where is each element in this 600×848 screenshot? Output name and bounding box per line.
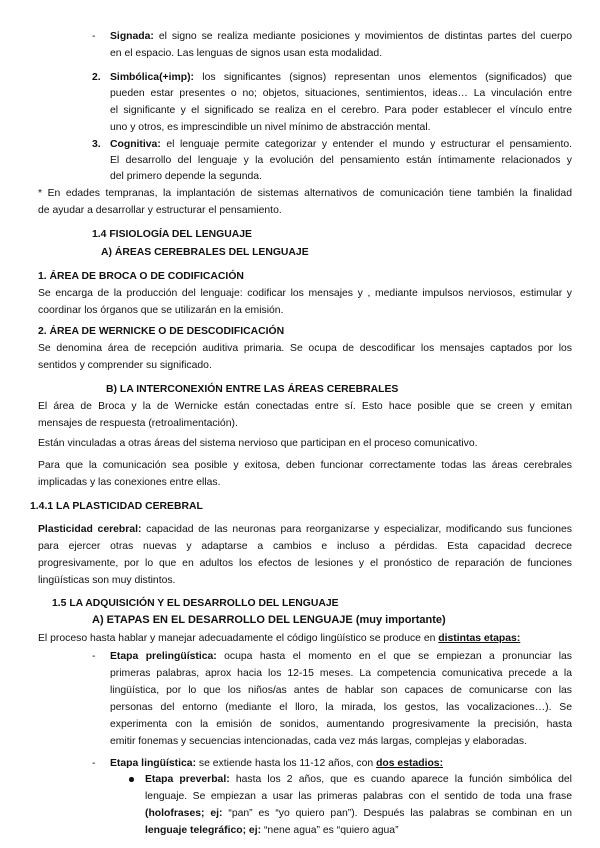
prelinguistica-line: personas del entorno (mediante el lloro, la mirada, los gestos, las vocalizaciones…). Se bbox=[110, 702, 572, 713]
interconexion-line: Están vinculadas a otras áreas del sistema nervioso que participan en el proceso comunicativo. bbox=[38, 438, 478, 449]
plasticidad-line: Plasticidad cerebral: capacidad de las neuronas para reorganizarse y especializar, modificando sus funciones bbox=[38, 524, 572, 535]
section-heading: 1.4 FISIOLOGÍA DEL LENGUAJE bbox=[92, 229, 252, 240]
prelinguistica-line: Etapa prelingüística: ocupa hasta el momento en el que se empiezan a pronunciar las bbox=[110, 651, 572, 662]
broca-line: Se encarga de la producción del lenguaje: codificar los mensajes y , mediante impulsos nerviosos, estimular y bbox=[38, 288, 572, 299]
term-prelinguistica: Etapa prelingüística: bbox=[110, 651, 217, 662]
list-number: 3. bbox=[92, 139, 101, 150]
term-plasticidad: Plasticidad cerebral: bbox=[38, 524, 142, 535]
list-number: 2. bbox=[92, 72, 101, 83]
prelinguistica-line: emitir fonemas y secuencias intencionadas, cada vez más largas, complejas y elaboradas. bbox=[110, 736, 527, 747]
plasticidad-line: para ejercer otras nuevas y adaptarse a cambios e incluso a pérdidas. Esta capacidad decrece bbox=[38, 541, 572, 552]
preverbal-line: lenguaje telegráfico; ej: “nene agua” es “quiero agua” bbox=[145, 825, 399, 836]
section-heading: 1.5 LA ADQUISICIÓN Y EL DESARROLLO DEL LENGUAJE bbox=[52, 598, 339, 609]
term-preverbal: Etapa preverbal: bbox=[145, 774, 230, 785]
bullet-icon bbox=[129, 777, 134, 782]
simbolica-line: uno y otros, es imprescindible un nivel mínimo de abstracción mental. bbox=[110, 122, 431, 133]
term-linguistica: Etapa lingüística: bbox=[110, 758, 197, 769]
list-marker: - bbox=[92, 651, 96, 662]
interconexion-line: El área de Broca y la de Wernicke están conectadas entre sí. Esto hace posible que se creen y emitan bbox=[38, 401, 572, 412]
interconexion-line: implicadas y las conexiones entre ellas. bbox=[38, 477, 221, 488]
prelinguistica-line: primeras palabras, aprox hacia los 12-15 meses. La competencia comunicativa precede a la bbox=[110, 668, 572, 679]
cognitiva-line: Cognitiva: el lenguaje permite categorizar y entender el mundo y estructurar el pensamiento. bbox=[110, 139, 572, 150]
term-signada: Signada: bbox=[110, 31, 154, 42]
etapas-intro: El proceso hasta hablar y manejar adecuadamente el código lingüístico se produce en distintas etapas: bbox=[38, 633, 521, 644]
simbolica-line: pueden estar presentes o no; objetos, situaciones, sentimientos, ideas… La vinculación entre bbox=[110, 88, 572, 99]
signada-line: en el espacio. Las lenguas de signos usan esta modalidad. bbox=[110, 48, 383, 59]
prelinguistica-line: experimenta con la emisión de sonidos, aumentando progresivamente la precisión, hasta bbox=[110, 719, 572, 730]
area-heading: 1. ÁREA DE BROCA O DE CODIFICACIÓN bbox=[38, 271, 244, 282]
plasticidad-line: progresivamente, por lo que en adultos los efectos de lesiones y el pronóstico de reparación de funciones bbox=[38, 558, 572, 569]
note-line: * En edades tempranas, la implantación de sistemas alternativos de comunicación tiene también la finalidad bbox=[38, 188, 572, 199]
simbolica-line: Simbólica(+imp): los significantes (signos) representan unos elementos (significados) que bbox=[110, 72, 572, 83]
prelinguistica-line: lingüística, por lo que los niños/as antes de hablar son capaces de comunicarse con las bbox=[110, 685, 572, 696]
preverbal-line: Etapa preverbal: hasta los 2 años, que es cuando aparece la función simbólica del bbox=[145, 774, 572, 785]
term-simbolica: Simbólica(+imp): bbox=[110, 72, 195, 83]
broca-line: coordinar los órganos que se utilizarán en la emisión. bbox=[38, 305, 284, 316]
plasticidad-line: lingüísticas son muy distintos. bbox=[38, 575, 176, 586]
cognitiva-line: del primero depende la segunda. bbox=[110, 171, 262, 182]
term-cognitiva: Cognitiva: bbox=[110, 139, 161, 150]
preverbal-line: (holofrases; ej: “pan” es “yo quiero pan”). Después las palabras se combinan en un bbox=[145, 808, 572, 819]
note-line: de ayudar a desarrollar y estructurar el pensamiento. bbox=[38, 205, 282, 216]
list-marker: - bbox=[92, 31, 96, 42]
subsection-heading: A) ETAPAS EN EL DESARROLLO DEL LENGUAJE (muy importante) bbox=[92, 614, 446, 626]
cognitiva-line: El desarrollo del lenguaje y la evolución del pensamiento están íntimamente relacionados y bbox=[110, 155, 572, 166]
etapas-underlined: distintas etapas: bbox=[438, 633, 521, 644]
subsection-heading: B) LA INTERCONEXIÓN ENTRE LAS ÁREAS CEREBRALES bbox=[106, 384, 399, 395]
preverbal-line: lenguaje. Se empiezan a usar las primeras palabras con el sentido de toda una frase bbox=[145, 791, 572, 802]
area-heading: 2. ÁREA DE WERNICKE O DE DESCODIFICACIÓN bbox=[38, 326, 285, 337]
signada-line: Signada: el signo se realiza mediante posiciones y movimientos de distintas partes del cuerpo bbox=[110, 31, 572, 42]
interconexion-line: mensajes de respuesta (retroalimentación). bbox=[38, 418, 238, 429]
subsection-heading: A) ÁREAS CEREBRALES DEL LENGUAJE bbox=[101, 247, 309, 258]
wernicke-line: sentidos y comprender su significado. bbox=[38, 360, 212, 371]
simbolica-line: el significante y el significado se realiza en el cerebro. Para poder establecer el vínculo entre bbox=[110, 105, 572, 116]
list-marker: - bbox=[92, 758, 96, 769]
interconexion-line: Para que la comunicación sea posible y exitosa, deben funcionar correctamente todas las áreas cerebrales bbox=[38, 460, 572, 471]
section-heading: 1.4.1 LA PLASTICIDAD CEREBRAL bbox=[30, 501, 203, 512]
linguistica-line: Etapa lingüística: se extiende hasta los 11-12 años, con dos estadios: bbox=[110, 758, 444, 769]
wernicke-line: Se denomina área de recepción auditiva primaria. Se ocupa de descodificar los mensajes captados por los bbox=[38, 343, 572, 354]
linguistica-underlined: dos estadios: bbox=[376, 758, 444, 769]
